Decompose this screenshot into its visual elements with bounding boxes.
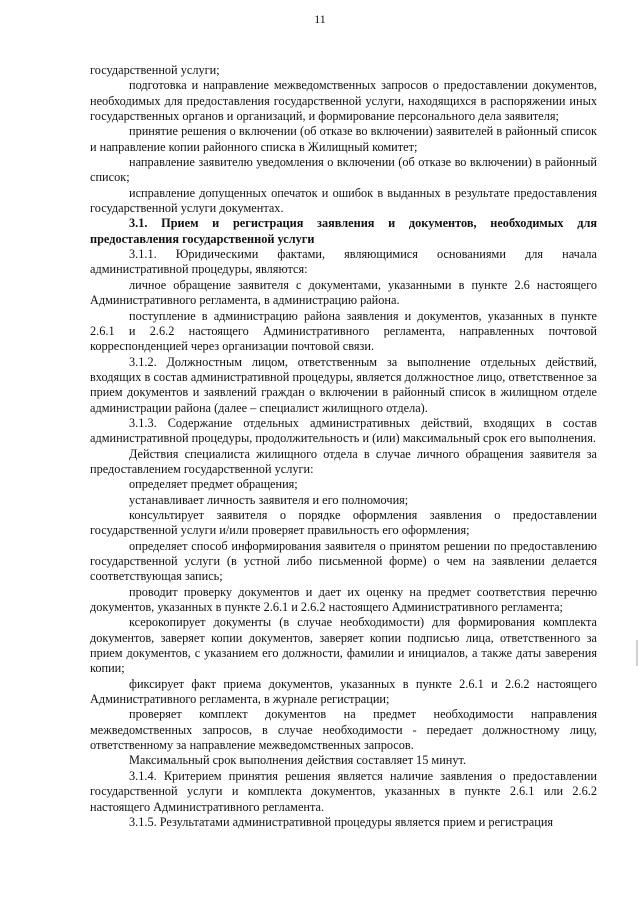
document-body [90,63,597,830]
paragraph-list-item: проверяет комплект документов на предмет необходимости направления межведомственных запросов, в случае необходимости - передает должностному лицу, ответственному за направление межведомственных запросов. [90,707,597,753]
paragraph: Максимальный срок выполнения действия составляет 15 минут. [129,753,467,768]
paragraph-list-item: проводит проверку документов и дает их оценку на предмет соответствия перечню документов, указанных в пункте 2.6.1 и 2.6.2 настоящего Административного регламента; [90,584,597,615]
paragraph-list-item: консультирует заявителя о порядке оформления заявления о предоставлении государственной услуги и/или проверяет правильность его оформления; [90,507,597,538]
paragraph-list-item: принятие решения о включении (об отказе во включении) заявителей в районный список и направление копии районного списка в Жилищный комитет; [90,124,597,154]
section-heading-3-1: 3.1. Прием и регистрация заявления и документов, необходимых для предоставления государственной услуги [90,216,597,246]
paragraph-list-item: исправление допущенных опечаток и ошибок в выданных в результате предоставления государственной услуги документах. [90,185,597,216]
paragraph-list-item: направление заявителю уведомления о включении (об отказе во включении) в районный список; [90,155,597,185]
scan-artifact-mark [636,640,638,666]
paragraph-list-item: подготовка и направление межведомственных запросов о предоставлении документов, необходимых для предоставления государственной услуги, находящихся в распоряжении иных государственных органов и организаций, и формирование персонального дела заявителя; [90,78,597,124]
clause-3-1-4: 3.1.4. Критерием принятия решения является наличие заявления о предоставлении государственной услуги и комплекта документов, указанных в пункте 2.6.1 или 2.6.2 настоящего Административного регламента. [90,768,597,814]
paragraph-list-item: определяет способ информирования заявителя о принятом решении по предоставлению государственной услуги (в устной либо письменной форме) о чем на заявлении делается соответствующая запись; [90,538,597,584]
clause-3-1-1: 3.1.1. Юридическими фактами, являющимися основаниями для начала административной процедуры, являются: [90,247,597,277]
paragraph-list-item: поступление в администрацию района заявления и документов, указанных в пункте 2.6.1 и 2.6.2 настоящего Административного регламента, направленных почтовой корреспонденцией через организации почтовой связи. [90,308,597,354]
paragraph-list-item: личное обращение заявителя с документами, указанными в пункте 2.6 настоящего Административного регламента, в администрацию района. [90,277,597,308]
clause-3-1-2: 3.1.2. Должностным лицом, ответственным за выполнение отдельных действий, входящих в состав административной процедуры, является должностное лицо, ответственное за прием документов и заявлений граждан о включении в районный список в жилищном отделе администрации района (далее – специалист жилищного отдела). [90,354,597,415]
clause-3-1-5: 3.1.5. Результатами административной процедуры является прием и регистрация [129,814,554,829]
paragraph-continuation: государственной услуги; [90,63,220,77]
paragraph-list-item: фиксирует факт приема документов, указанных в пункте 2.6.1 и 2.6.2 настоящего Административного регламента, в журнале регистрации; [90,676,597,707]
paragraph-list-item: ксерокопирует документы (в случае необходимости) для формирования комплекта документов, заверяет копии документов, заверяет копии подписью лица, ответственного за прием документов, с указанием его должности, фамилии и инициалов, а также даты заверения копии; [90,615,597,676]
paragraph-list-item: устанавливает личность заявителя и его полномочия; [129,492,409,507]
paragraph-list-item: определяет предмет обращения; [129,477,298,492]
paragraph: Действия специалиста жилищного отдела в случае личного обращения заявителя за предоставлением государственной услуги: [90,446,597,476]
page-number: 11 [314,12,326,26]
clause-3-1-3: 3.1.3. Содержание отдельных административных действий, входящих в состав административной процедуры, продолжительность и (или) максимальный срок его выполнения. [90,415,597,446]
